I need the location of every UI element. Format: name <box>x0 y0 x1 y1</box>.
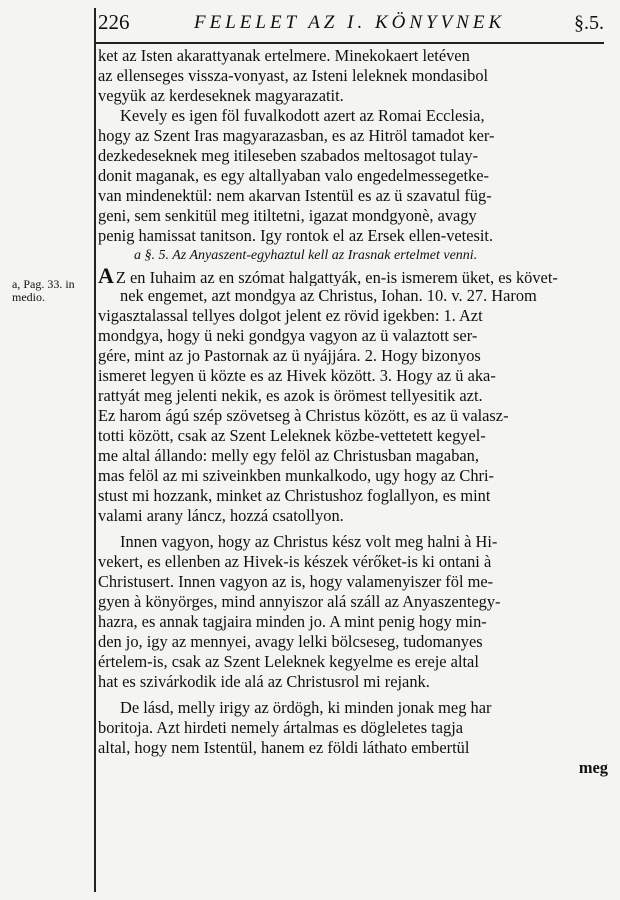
header-rule <box>94 42 604 44</box>
line-text: Z en Iuhaim az en szómat halgattyák, en-is ismerem üket, es követ- <box>115 268 558 286</box>
line-text: valami arany láncz, hozzá csatollyon. <box>98 506 344 525</box>
line-text: den jo, igy az mennyei, avagy lelki bölcseseg, tudomanyes <box>98 632 483 651</box>
line-text: az ellenseges vissza-vonyast, az Isteni leleknek mondasibol <box>98 66 489 85</box>
drop-cap: A <box>98 266 114 286</box>
line-text: Christusert. Innen vagyon az is, hogy valamenyiszer föl me- <box>98 572 494 591</box>
text-line <box>98 506 608 526</box>
line-text: gére, mint az jo Pastornak az ü nyájjára. 2. Hogy bizonyos <box>98 346 481 365</box>
text-line <box>98 552 608 572</box>
line-text: gyen à könyörges, mind annyiszor alá száll az Anyaszentegy- <box>98 592 501 611</box>
line-text: ket az Isten akarattyanak ertelmere. Minekokaert letéven <box>98 46 470 65</box>
line-text: penig hamissat tanitson. Igy rontok el az Ersek ellen-vetesit. <box>98 226 494 245</box>
text-line <box>98 46 608 66</box>
page-number: 226 <box>98 10 130 34</box>
line-text: vegyük az kerdeseknek magyarazatit. <box>98 86 344 105</box>
text-line <box>98 166 608 186</box>
text-line <box>98 738 608 758</box>
text-line <box>98 306 608 326</box>
section-heading <box>98 246 608 266</box>
line-text: dezkedeseknek meg itileseben szabados meltosagot tulay- <box>98 146 479 165</box>
line-text: Innen vagyon, hogy az Christus kész volt meg halni à Hi- <box>120 532 498 551</box>
text-line <box>98 66 608 86</box>
text-line <box>98 326 608 346</box>
running-title: FELELET AZ I. KÖNYVNEK <box>194 12 506 33</box>
text-line <box>98 612 608 632</box>
text-line <box>98 652 608 672</box>
text-line <box>98 386 608 406</box>
text-line <box>98 632 608 652</box>
text-line <box>98 186 608 206</box>
line-text: hogy az Szent Iras magyarazasban, es az Hitröl tamadot ker- <box>98 126 495 145</box>
line-text: rattyát meg jelenti nekik, es azok is örömest tellyesitik azt. <box>98 386 483 405</box>
text-line <box>98 466 608 486</box>
text-line <box>98 86 608 106</box>
text-line <box>98 572 608 592</box>
margin-note: a, Pag. 33. in medio. <box>12 277 75 304</box>
line-text: mas felöl az mi sziveinkben munkalkodo, ugy hogy az Chri- <box>98 466 495 485</box>
line-text: geni, sem senkitül meg itiltetni, igazat mondgyonè, avagy <box>98 206 477 225</box>
line-text: a §. 5. Az Anyaszent-egyhaztul kell az Irasnak ertelmet venni. <box>134 248 478 263</box>
text-line <box>98 126 608 146</box>
line-text: De lásd, melly irigy az ördögh, ki minden jonak meg har <box>120 698 492 717</box>
line-text: donit maganak, es egy altallyaban valo engedelmessegetke- <box>98 166 489 185</box>
vertical-rule <box>94 8 96 892</box>
line-text: stust mi hozzank, minket az Christushoz foglallyon, es mint <box>98 486 491 505</box>
text-line <box>98 718 608 738</box>
line-text: mondgya, hogy ü neki gondgya vagyon az ü valaztott ser- <box>98 326 478 345</box>
text-line <box>98 286 608 306</box>
text-line <box>98 266 608 286</box>
text-line <box>98 146 608 166</box>
line-text: vekert, es ellenben az Hivek-is készek vérőket-is ki ontani à <box>98 552 492 571</box>
text-line <box>98 592 608 612</box>
text-line <box>98 106 608 126</box>
line-text: ismeret legyen ü közte es az Hivek között. 3. Hogy az ü aka- <box>98 366 496 385</box>
text-line <box>98 226 608 246</box>
line-text: me altal állando: melly egy felöl az Christusban magaban, <box>98 446 479 465</box>
line-text: hat es szivárkodik ide alá az Christusrol mi rejank. <box>98 672 430 691</box>
text-line <box>98 406 608 426</box>
text-line <box>98 486 608 506</box>
line-text: Ez harom ágú szép szövetseg à Christus között, es az ü valasz- <box>98 406 509 425</box>
page-header <box>98 8 604 40</box>
line-text: van mindenektül: nem akarvan Istentül es az ü szavatul füg- <box>98 186 492 205</box>
line-text: nek engemet, azt mondgya az Christus, Iohan. 10. v. 27. Harom <box>120 286 537 305</box>
text-line <box>98 698 608 718</box>
text-line <box>98 446 608 466</box>
section-mark: §.5. <box>574 12 604 34</box>
line-text: totti között, csak az Szent Leleknek közbe-vettetett kegyel- <box>98 426 486 445</box>
text-line <box>98 366 608 386</box>
text-line <box>98 426 608 446</box>
line-text: értelem-is, csak az Szent Leleknek kegyelme es ereje altal <box>98 652 479 671</box>
text-line <box>98 532 608 552</box>
text-line <box>98 206 608 226</box>
line-text: boritoja. Azt hirdeti nemely ártalmas es dögleletes tagja <box>98 718 464 737</box>
line-text: altal, hogy nem Istentül, hanem ez földi láthato embertül <box>98 738 470 757</box>
catchword <box>98 758 608 778</box>
line-text: meg <box>578 758 608 777</box>
line-text: hazra, es annak tagjaira minden jo. A mint penig hogy min- <box>98 612 487 631</box>
body-text <box>98 46 608 778</box>
text-line <box>98 672 608 692</box>
line-text: vigasztalassal tellyes dolgot jelent ez rövid igekben: 1. Azt <box>98 306 483 325</box>
line-text: Kevely es igen föl fuvalkodott azert az Romai Ecclesia, <box>120 106 485 125</box>
text-line <box>98 346 608 366</box>
